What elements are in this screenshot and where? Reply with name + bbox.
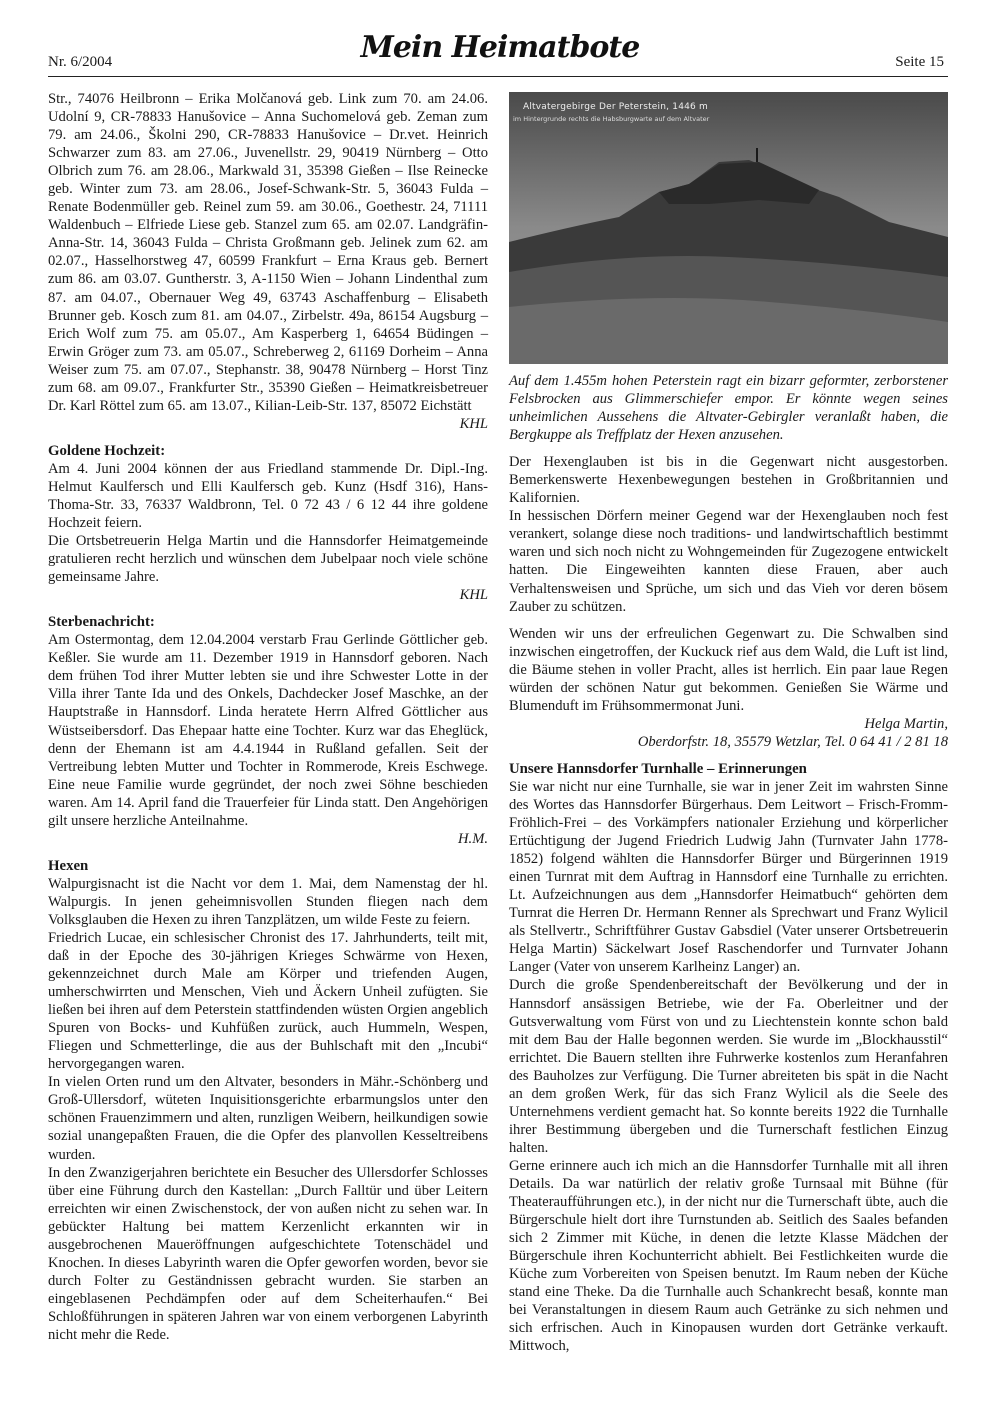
death-notice-text: Am Ostermontag, dem 12.04.2004 verstarb Frau Gerlinde Göttlicher geb. Keßler. Sie wurde am 11. Dezember 1919 in Hannsdorf geboren. Nach dem frühen Tod ihrer Mutter lebten sie und ihre Schwester Lotte in der Villa ihrer Tante Ida und des Onkels, Dachdecker Josef Maschke, an der Hauptstraße in Hannsdorf. Linda heratete Herrn Alfred Göttlicher aus Wüstseibersdorf. Das Ehepaar hatte eine Tochter. Kurz war das Eheglück, denn der Ehemann ist am 4.4.1944 in Rußland gefallen. Seit der Vertreibung lebten Mutter und Tochter in Rommerode, Kreis Eschwege. Eine neue Familie wurde gegründet, der noch zwei Söhne beschieden waren. Am 14. April fand die Trauerfeier für Linda statt. Den Angehörigen gilt unsere herzliche Anteilnahme. xyxy=(48,632,488,829)
golden-wedding-heading: Goldene Hochzeit: xyxy=(48,442,166,459)
photo-subtitle: im Hintergrunde rechts die Habsburgwarte auf dem Altvater xyxy=(513,115,710,123)
hexen-paragraph: In den Zwanzigerjahren berichtete ein Besucher des Ullersdorfer Schlosses über eine Führung durch den Kastellan: „Durch Falltür und über Leitern erreichten wir einen Zwischenstock, der von außen nicht zu sehen war. In gebückter Haltung bei mattem Kerzenlicht erkannten wir in ausgebrochenen Maueröffnungen aufgeschichtete Totenschädel und Knochen. In dieses Labyrinth waren die Opfer geworfen worden, bevor sie durch Folter zu Geständnissen gebracht wurden. Sie starben an eingeblasenen Pechdämpfen oder auf dem Scheiterhaufen.“ Bei Schloßführungen in späteren Jahren war von einem verborgenen Labyrinth nicht mehr die Rede. xyxy=(48,1164,488,1343)
hexen-paragraph: Der Hexenglauben ist bis in die Gegenwart nicht ausgestorben. Bemerkenswerte Hexenbewegungen bestehen in Großbritannien und Kalifornien. xyxy=(509,454,948,507)
hexen-heading: Hexen xyxy=(48,857,89,874)
author-name: Helga Martin, xyxy=(864,715,948,732)
header-rule xyxy=(48,76,948,77)
golden-wedding-text: Am 4. Juni 2004 können der aus Friedland stammende Dr. Dipl.-Ing. Helmut Kaulfersch und Elli Kaulfersch geb. Kunz (Hsdf 316), Hans-Thoma-Str. 33, 76337 Waldbronn, Tel. 0 72 43 / 6 12 44 ihre goldene Hochzeit feiern. xyxy=(48,460,488,532)
hexen-paragraph: Wenden wir uns der erfreulichen Gegenwart zu. Die Schwalben sind inzwischen eingetroffen, der Kuckuck rief aus dem Wald, die Luft ist lind, die Bäume stehen in voller Pracht, alles ist herrlich. Ein paar laue Regen würden der schönen Natur gut bekommen. Genießen Sie Wärme und Blumenduft im Frühsommermonat Juni. xyxy=(509,625,948,714)
hexen-paragraph: In hessischen Dörfern meiner Gegend war der Hexenglauben noch fest verankert, solange diese noch traditions- und landwirtschaftlich bestimmt waren und sich noch nicht zu Wohngemeinden für Zugezogene entwickelt hatten. Die Eingeweihten kannten diese Frauen, aber auch Verhaltensweisen und Sprüche, um sich und das Vieh vor deren bösem Zauber zu schützen. xyxy=(509,508,948,615)
birthday-signature: KHL xyxy=(459,415,488,432)
spacer xyxy=(509,444,948,453)
right-column xyxy=(509,92,948,1355)
rock-formation-image xyxy=(509,92,948,364)
death-notice-signature: H.M. xyxy=(458,830,488,847)
left-column xyxy=(48,90,488,1344)
birthday-list: Str., 74076 Heilbronn – Erika Molčanová geb. Link zum 70. am 24.06. Udolní 9, CR-78833 Hanušovice – Anna Suchomelová geb. Zeman zum 79. am 24.06., Školni 290, CR-78833 Hanušovice – Dr.vet. Heinrich Schwarzer zum 83. am 27.06., Juvenellstr. 29, 90419 Nürnberg – Otto Olbrich zum 76. am 28.06., Markwald 31, 35398 Gießen – Ilse Reinecke geb. Winter zum 73. am 28.06., Josef-Schwank-Str. 5, 36043 Fulda – Renate Bodenmüller geb. Reinel zum 59. am 30.06., Goethestr. 24, 71111 Waldenbuch – Elfriede Liese geb. Stanzel zum 65. am 02.07. Landgräfin-Anna-Str. 14, 36043 Fulda – Christa Großmann geb. Jelinek zum 62. am 02.07., Hasselhorstweg 47, 60599 Frankfurt – Erna Kraus geb. Bernert zum 86. am 03.07. Guntherstr. 3, A-1150 Wien – Johann Lindenthal zum 87. am 04.07., Obernauer Weg 49, 63743 Aschaffenburg – Elisabeth Brunner geb. Kosch zum 81. am 04.07., Zirbelstr. 49a, 86154 Augsburg – Erich Wolf zum 75. am 05.07., Am Kasperberg 1, 64654 Büdingen – Erwin Gröger zum 73. am 05.07., Schreberweg 2, 61169 Dorheim – Anna Weiser zum 75. am 07.07., Stephanstr. 38, 90478 Nürnberg – Horst Tinz zum 68. am 09.07., Frankfurter Str., 35390 Gießen – Heimatkreisbetreuer Dr. Karl Röttel zum 65. am 13.07., Kilian-Leib-Str. 137, 85072 Eichstätt xyxy=(48,91,488,414)
death-notice-heading: Sterbenachricht: xyxy=(48,614,155,631)
golden-wedding-congrats: Die Ortsbetreuerin Helga Martin und die Hannsdorfer Heimatgemeinde gratulieren recht herzlich und wünschen dem Jubelpaar noch viele schöne gemeinsame Jahre. xyxy=(48,533,488,586)
turnhalle-paragraph: Sie war nicht nur eine Turnhalle, sie war in jener Zeit im wahrsten Sinne des Wortes das Hannsdorfer Bürgerhaus. Dem Leitwort – Frisch-Fromm-Fröhlich-Frei – des Vorkämpfers nationaler Erziehung und körperlicher Ertüchtigung der Jugend Friedrich Ludwig Jahn (Turnvater Jahn 1778-1852) folgend wählten die Hannsdorfer Bürger und Bürgerinnen 1919 einen Turnrat mit dem Auftrag in Hannsdorf eine Turnhalle zu errichten. Lt. Aufzeichnungen aus dem „Hannsdorfer Heimatbuch“ gehörten dem Turnrat die Herren Dr. Hermann Renner als Sprechwart und Franz Wylicil als Stellvertr., Schriftführer Gustav Gabsdiel (Vater unserer Ortsbetreuerin Helga Martin) Säckelwart Josef Raschendorfer und Turnvater Johann Langer (Vater von unserem Karlheinz Langer) an. xyxy=(509,778,948,976)
peterstein-photo xyxy=(509,92,948,364)
turnhalle-paragraph: Durch die große Spendenbereitschaft der Bevölkerung und der in Hannsdorf ansässigen Betriebe, wie der Fa. Oberleitner und der Gutsverwaltung vom Fürst von und zu Liechtenstein konnte schon bald mit dem Bau der Halle begonnen werden. Sie wurde im „Blockhausstil“ errichtet. Die Bauern stellten ihre Fuhrwerke kostenlos zum Heranfahren des Bauholzes zur Verfügung. Die Turner abreiteten bis spät in die Nacht an dem großen Werk, für das sich Franz Wylicil als die Seele des Unternehmens verdient gemacht hat. So konnte bereits 1922 die Turnhalle ihrer Bestimmung übergeben und die Turnerschaft festlichen Einzug halten. xyxy=(509,977,948,1156)
hexen-paragraph: Walpurgisnacht ist die Nacht vor dem 1. Mai, dem Namenstag der hl. Walpurgis. In jenen geheimnisvollen Stunden fliegen nach dem Volksglauben die Hexen zu ihren Tanzplätzen, um wilde Feste zu feiern. xyxy=(48,875,488,928)
turnhalle-heading: Unsere Hannsdorfer Turnhalle – Erinnerungen xyxy=(509,760,807,777)
photo-caption: Auf dem 1.455m hohen Peterstein ragt ein bizarr geformter, zerborstener Felsbrocken aus Glimmerschiefer empor. Er könnte wegen seines unheimlichen Aussehens die Altvater-Gebirgler veranlaßt haben, die Bergkuppe als Treffplatz der Hexen anzusehen. xyxy=(509,373,948,444)
masthead-logo: Mein Heimatbote xyxy=(360,30,640,65)
turnhalle-paragraph: Gerne erinnere auch ich mich an die Hannsdorfer Turnhalle mit all ihren Details. Da war natürlich der relativ große Turnsaal mit Bühne (für Theateraufführungen etc.), in der nicht nur die Turnerschaft übte, auch die Bürgerschule hielt dort ihre Turnstunden ab. Seitlich des Saales befanden sich 2 Zimmer mit Küche, in denen die letzte Klasse Mädchen der Bürgerschule ihren Kochunterricht abhielt. Bei Festlichkeiten wurde die Küche zum Vorbereiten von Speisen benutzt. Im Raum neben der Küche stand eine Theke. Da die Turnhalle auch Schankrecht besaß, konnte man bei Veranstaltungen in diesem Raum auch Getränke zu sich nehmen und sich erfrischen. Auch in Kinopausen wurden dort Getränke verkauft. Mittwoch, xyxy=(509,1157,948,1355)
spacer xyxy=(509,616,948,625)
author-address: Oberdorfstr. 18, 35579 Wetzlar, Tel. 0 64 41 / 2 81 18 xyxy=(637,733,948,750)
issue-number: Nr. 6/2004 xyxy=(48,54,113,70)
hexen-paragraph: Friedrich Lucae, ein schlesischer Chronist des 17. Jahrhunderts, teilt mit, daß in der Epoche des 30-jährigen Krieges Schwärme von Hexen, gekennzeichnet durch Male am Körper und triefenden Augen, umherschwirrten und Menschen, Vieh und Äckern Unheil zufügten. Sie ließen bei ihren auf dem Peterstein stattfindenden wüsten Orgien angeblich Spuren von Bocks- und Kuhfüßen zurück, auch Hummeln, Wespen, Fliegen und Schmetterlinge, die aus der Buhlschaft mit den „Incubi“ hervorgegangen waren. xyxy=(48,929,488,1073)
page-number: Seite 15 xyxy=(895,54,944,70)
photo-title: Altvatergebirge Der Peterstein, 1446 m xyxy=(523,102,709,112)
golden-wedding-signature: KHL xyxy=(459,587,488,604)
hexen-paragraph: In vielen Orten rund um den Altvater, besonders in Mähr.-Schönberg und Groß-Ullersdorf, wüteten Inquisitionsgerichte erbarmungslos unter den schönen Frauenzimmern und alten, runzligen Weibern, heilkundigen sowie sozial unangepaßten Frauen, die die Opfer des planvollen Kesseltreibens wurden. xyxy=(48,1074,488,1163)
